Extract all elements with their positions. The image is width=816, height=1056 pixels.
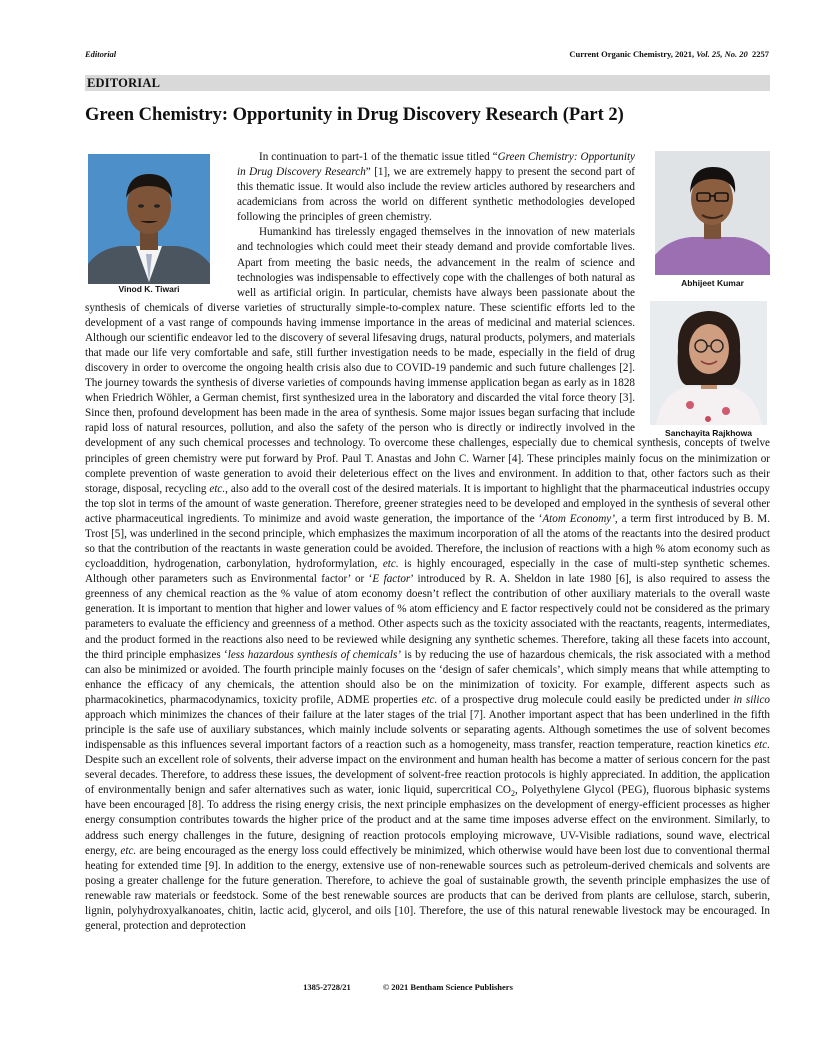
p1-thematic-title: Green Chemistry: Opportunity in Drug Discovery Research bbox=[237, 151, 635, 179]
p2-italic: etc. bbox=[209, 482, 226, 495]
p2-italic: etc. bbox=[754, 739, 770, 752]
author-photo-block-kumar bbox=[645, 150, 770, 435]
p2-italic: less hazardous synthesis of chemicals’ bbox=[227, 648, 402, 661]
author-caption-kumar: Abhijeet Kumar bbox=[681, 278, 744, 288]
p1-text-a: In continuation to part-1 of the thematic issue titled “ bbox=[259, 151, 498, 163]
section-label: EDITORIAL bbox=[87, 76, 161, 90]
journal-volume: Vol. 25, No. 20 bbox=[696, 49, 748, 59]
p2-seg: , also add to the overall cost of the desired materials. It is important to highlight that the pharmaceutical industries occupy the top slot in terms of the amount of waste generation. Therefore, greener strategies need to be developed and employed in the synthesis of several other active pharmaceutical ingredients. To minimize and avoid waste generation, the importance of the ‘ bbox=[85, 482, 770, 525]
p2-italic: etc. bbox=[421, 693, 438, 706]
page-footer bbox=[0, 982, 816, 992]
article-title: Green Chemistry: Opportunity in Drug Discovery Research (Part 2) bbox=[85, 105, 624, 125]
article-body bbox=[85, 150, 770, 934]
p2-seg: is highly encouraged, especially in the case of multi-step synthetic schemes. Although other parameters such as Environmental factor’ or ‘ bbox=[85, 558, 770, 586]
p2-italic: etc. bbox=[120, 844, 137, 857]
footer-issn: 1385-2728/21 bbox=[303, 982, 351, 992]
page-number: 2257 bbox=[752, 49, 769, 59]
p2-seg: Humankind has tirelessly engaged themselves in the innovation of new materials and technologies which could meet their steady demand and provide comfortable lives. Apart from meeting the basic needs, the advancement in the realm of science and technologies was indispensable to effectively cope with the challenges of both natural as well as artificial origin. In particular, chemists have always been passionate about the synthesis of chemicals of diverse varieties of structurally simple-to-complex nature. These scientific efforts led to the development of a vast range of compounds having immense importance in the areas of medicinal and material sciences. Although our scientific endeavor led to the discovery of several lifesaving drugs, natural products, polymers, and materials that made our life very comfortable and safe, still further investigation needs to be made, especially in the field of drug discovery in order to overcome the ongoing health crisis also due to COVID-19 pandemic and such future challenges [2]. The journey towards the synthesis of diverse varieties of compounds having immense application began as early as in 1828 when Friedrich Wöhler, a German chemist, first synthesized urea in the laboratory and discarded the vital force theory [3]. Since then, profound development has been made in the area of synthesis. Some major issues began surfacing that include rapid loss of natural resources, pollution, and also the safety of the person who is directly or indirectly involved in the development of any such chemical processes and technology. To overcome these challenges, especially due to chemical synthesis, concepts of twelve principles of green chemistry were put forward by Prof. Paul T. Anastas and John C. Warner [4]. These principles mainly focus on the minimization or complete prevention of waste generation to avoid their deleterious effect on the lives and environment. In addition to that, other factors such as their storage, disposal, recycling bbox=[85, 226, 770, 495]
p2-italic: in silico bbox=[733, 693, 770, 706]
p2-seg: of a prospective drug molecule could easily be predicted under bbox=[437, 693, 734, 706]
author-photo-tiwari bbox=[88, 154, 210, 284]
author-photo-block-tiwari bbox=[85, 150, 229, 296]
p2-subscript: 2 bbox=[510, 789, 515, 799]
author-caption-rajkhowa: Sanchayita Rajkhowa bbox=[665, 428, 752, 438]
p2-italic: E factor bbox=[372, 573, 411, 586]
p2-seg: Despite such an excellent role of solvents, their adverse impact on the environment and human health has become a matter of serious concern for the past several decades. Therefore, to address these issues, the development of solvent-free reaction protocols is highly appreciated. In addition, the application of environmentally benign and safer alternatives such as water, ionic liquid, supercritical CO bbox=[85, 754, 770, 797]
p2-seg: approach which minimizes the chances of their failure at the later stages of the trial [7]. Another important aspect that has been underlined in the fifth principle is the safe use of auxiliary substances, which mainly include solvents or separating agents. Although sometimes the use of solvent becomes indispensable as this influences several important factors of a reaction such as a homogeneity, mass transfer, reaction temperature, reaction kinetics bbox=[85, 708, 770, 752]
p2-seg: ’ introduced by R. A. Sheldon in late 1980 [6], is also required to assess the greenness of any chemical reaction as the % value of atom economy doesn’t reflect the contribution of other auxiliary materials to the overall waste generation. It is important to mention that higher and lower values of % atom efficiency and E factor respectively could not be considered as the primary parameters to evaluate the efficiency and greenness of a method. Other aspects such as the toxicity associated with the reactants, reagents, intermediates, and the product formed in the reactions also need to be reviewed while designing any synthetic schemes. Therefore, taking all these facets into account, the third principle emphasizes ‘ bbox=[85, 573, 771, 661]
p2-seg: a term first introduced by B. M. Trost [5], was underlined in the second principle, which emphasizes the maximum incorporation of all the atoms of the reactants into the desired product so that the contribution of the reactants in waste generation could be avoided. Therefore, the inclusion of reactions with a high % atom economy such as cycloaddition, hydrogenation, carbonylation, hydroformylation, bbox=[85, 512, 770, 571]
p2-italic: etc. bbox=[382, 558, 399, 571]
p2-seg: , Polyethylene Glycol (PEG), fluorous biphasic systems have been encouraged [8]. To address the rising energy crisis, the next principle emphasizes on the development of energy-efficient processes as higher energy consumption contributes towards the higher price of the product and at the same time imposes adverse effect on the environment. Similarly, to address such energy challenges in the future, designing of reaction protocols employing microwave, UV-Visible radiations, sound wave, electrical energy, bbox=[85, 784, 771, 857]
author-caption-tiwari: Vinod K. Tiwari bbox=[118, 284, 180, 294]
journal-name: Current Organic Chemistry bbox=[569, 49, 671, 59]
p2-seg: are being encouraged as the energy loss could effectively be minimized, which otherwise would have been lost due to conventional thermal heating for extended time [9]. In addition to the energy, extensive use of non-renewable sources such as petroleum-derived chemicals and solvents are posing a greater challenge for the future generation. Therefore, to achieve the goal of sustainable growth, the seventh principle emphasizes the use of renewable raw materials or feedstock. Some of the best renewable sources are products that can be derived from plants are cellulose, starch, suberin, lignin, polyhydroxyalkanoates, chitin, lactic acid, glycerol, and oils [10]. Therefore, the use of this natural renewable livestock may be encouraged. In general, protection and deprotection bbox=[85, 844, 770, 932]
section-band bbox=[85, 75, 770, 91]
p2-seg: is by reducing the use of hazardous chemicals, the risk associated with a method can also be minimized or avoided. The fourth principle mainly focuses on the ‘design of safer chemicals’, which simply means that while attempting to enhance the efficacy of any chemicals, the attention should also be on the minimization of toxicity. For example, different aspects such as pharmacokinetics, pharmacodynamics, toxicity profile, ADME properties bbox=[85, 648, 771, 706]
p1-text-c: ” [1], we are extremely happy to present the second part of this thematic issue. It would also include the review articles authored by researchers and academicians from across the world on different synthetic methodologies developed following the principles of green chemistry. bbox=[237, 166, 635, 224]
footer-copyright: © 2021 Bentham Science Publishers bbox=[382, 982, 513, 992]
running-header-journal bbox=[569, 49, 769, 59]
journal-year: , 2021, bbox=[670, 49, 697, 59]
author-photo-kumar bbox=[655, 151, 770, 275]
running-header-section: Editorial bbox=[85, 49, 117, 59]
p2-italic: Atom Economy’, bbox=[542, 512, 618, 525]
